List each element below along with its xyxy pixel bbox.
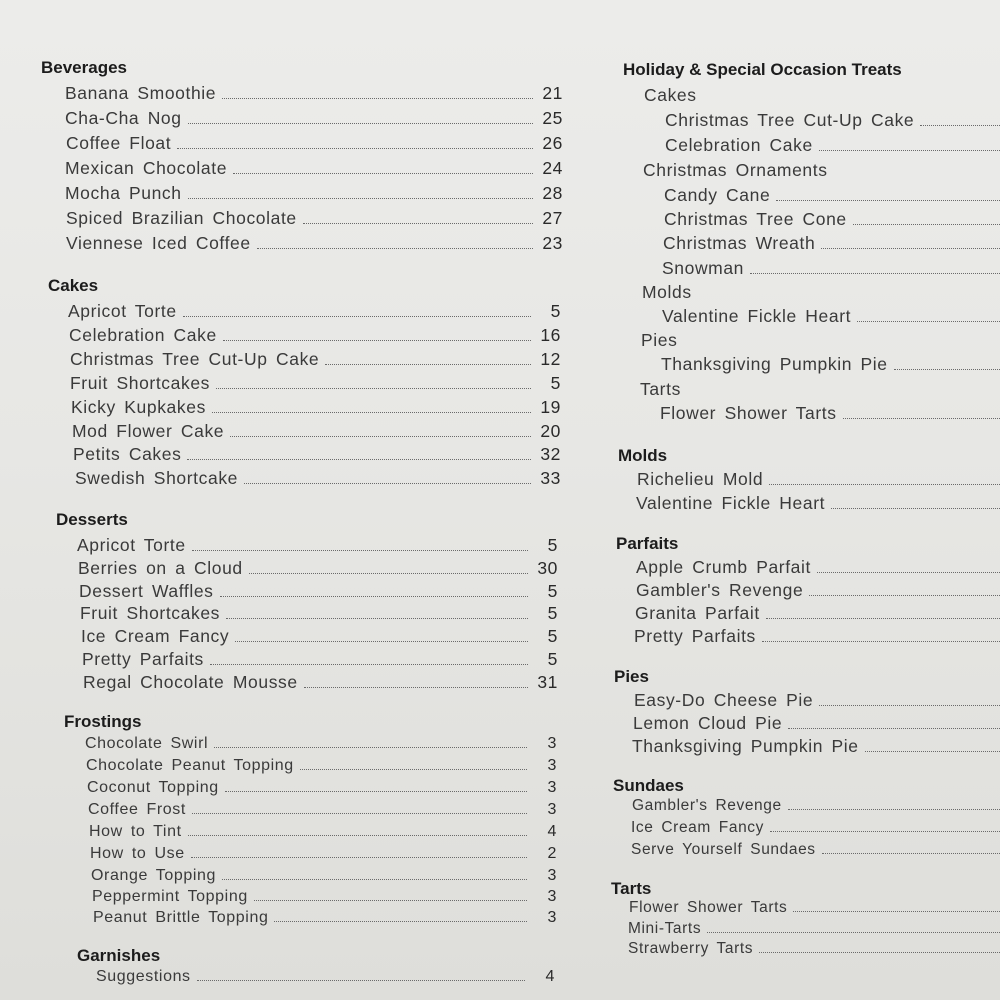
- entry-label: Suggestions: [96, 968, 191, 985]
- dot-leader: [220, 596, 528, 597]
- page-number: 25: [542, 108, 563, 128]
- index-entry[interactable]: [637, 469, 1000, 490]
- entry-label: Apple Crumb Parfait: [636, 557, 811, 577]
- index-entry[interactable]: [79, 581, 558, 602]
- page-number: 5: [547, 581, 558, 601]
- dot-leader: [233, 173, 533, 174]
- section-heading: Cakes: [48, 276, 99, 295]
- index-entry[interactable]: [85, 735, 557, 753]
- index-entry[interactable]: [663, 233, 1000, 254]
- dot-leader: [192, 813, 527, 814]
- index-entry[interactable]: [83, 672, 558, 693]
- entry-label: Coffee Frost: [88, 801, 186, 818]
- page-number: 3: [547, 909, 557, 926]
- entry-label: Celebration Cake: [69, 325, 217, 345]
- section-heading: Garnishes: [77, 946, 161, 965]
- index-entry[interactable]: [665, 135, 1000, 156]
- entry-label: Lemon Cloud Pie: [633, 713, 783, 733]
- index-entry[interactable]: [665, 110, 1000, 131]
- dot-leader: [770, 831, 1000, 832]
- page-number: 5: [550, 373, 561, 393]
- entry-label: Pies: [641, 330, 678, 350]
- page-number: 28: [542, 183, 563, 203]
- page-number: 3: [547, 735, 557, 752]
- page-number: 3: [547, 867, 557, 884]
- dot-leader: [769, 484, 1000, 485]
- entry-label: Snowman: [662, 258, 745, 278]
- entry-label: Coffee Float: [66, 133, 172, 153]
- dot-leader: [230, 436, 531, 437]
- dot-leader: [788, 728, 1000, 729]
- index-entry[interactable]: [634, 690, 1000, 711]
- index-entry[interactable]: [664, 209, 1000, 230]
- entry-label: Valentine Fickle Heart: [662, 306, 852, 326]
- section-heading: Pies: [614, 667, 649, 686]
- dot-leader: [187, 459, 531, 460]
- index-entry[interactable]: [660, 403, 1000, 424]
- index-entry[interactable]: [90, 845, 557, 863]
- index-entry[interactable]: [68, 301, 561, 322]
- subsection-heading: [643, 160, 1000, 181]
- entry-label: Apricot Torte: [68, 301, 177, 321]
- section-heading: Parfaits: [616, 534, 679, 553]
- page-number: 3: [547, 757, 557, 774]
- entry-label: Cha-Cha Nog: [65, 108, 182, 128]
- index-entry[interactable]: [632, 736, 1000, 757]
- index-entry[interactable]: [632, 797, 1000, 815]
- index-entry[interactable]: [66, 208, 563, 229]
- entry-label: Candy Cane: [664, 185, 771, 205]
- entry-label: Mini-Tarts: [628, 920, 702, 937]
- index-entry[interactable]: [65, 108, 563, 129]
- index-entry[interactable]: [636, 580, 1000, 601]
- subsection-heading: [644, 85, 1000, 106]
- dot-leader: [226, 618, 528, 619]
- dot-leader: [257, 248, 533, 249]
- dot-leader: [894, 369, 1000, 370]
- index-entry[interactable]: [628, 940, 1000, 958]
- index-entry[interactable]: [65, 183, 563, 204]
- entry-label: Easy-Do Cheese Pie: [634, 690, 814, 710]
- dot-leader: [809, 595, 1000, 596]
- index-entry[interactable]: [66, 133, 563, 154]
- index-entry[interactable]: [81, 626, 558, 647]
- dot-leader: [223, 340, 531, 341]
- dot-leader: [225, 791, 527, 792]
- dot-leader: [865, 751, 1000, 752]
- page-number: 3: [547, 888, 557, 905]
- index-entry[interactable]: [93, 909, 557, 927]
- subsection-heading: [640, 379, 1000, 400]
- index-entry[interactable]: [65, 158, 563, 179]
- entry-label: Gambler's Revenge: [636, 580, 804, 600]
- entry-label: Mexican Chocolate: [65, 158, 228, 178]
- dot-leader: [762, 641, 1000, 642]
- entry-label: Regal Chocolate Mousse: [83, 672, 298, 692]
- page-number: 26: [542, 133, 563, 153]
- index-entry[interactable]: [70, 373, 561, 394]
- dot-leader: [216, 388, 531, 389]
- dot-leader: [325, 364, 531, 365]
- index-entry[interactable]: [96, 968, 555, 986]
- index-entry[interactable]: [86, 757, 557, 775]
- entry-label: Orange Topping: [91, 867, 216, 884]
- index-entry[interactable]: [662, 306, 1000, 327]
- subsection-heading: [642, 282, 1000, 303]
- entry-label: Celebration Cake: [665, 135, 813, 155]
- page-number: 27: [542, 208, 563, 228]
- entry-label: Swedish Shortcake: [75, 468, 239, 488]
- entry-label: Valentine Fickle Heart: [636, 493, 826, 513]
- page-number: 21: [542, 83, 563, 103]
- entry-label: Pretty Parfaits: [634, 626, 756, 646]
- dot-leader: [750, 273, 1000, 274]
- dot-leader: [192, 550, 528, 551]
- entry-label: How to Use: [90, 845, 185, 862]
- dot-leader: [759, 952, 1000, 953]
- page-number: 30: [537, 558, 558, 578]
- index-entry[interactable]: [628, 920, 1000, 938]
- entry-label: Banana Smoothie: [65, 83, 217, 103]
- entry-label: Fruit Shortcakes: [80, 603, 221, 623]
- section-heading: Tarts: [611, 879, 652, 898]
- dot-leader: [191, 857, 527, 858]
- index-entry[interactable]: [80, 603, 558, 624]
- dot-leader: [304, 687, 528, 688]
- entry-label: Cakes: [644, 85, 697, 105]
- page-number: 16: [540, 325, 561, 345]
- entry-label: Petits Cakes: [73, 444, 182, 464]
- dot-leader: [817, 572, 1000, 573]
- page-number: 3: [547, 801, 557, 818]
- entry-label: Spiced Brazilian Chocolate: [66, 208, 297, 228]
- entry-label: Peanut Brittle Topping: [93, 909, 269, 926]
- page-number: 5: [547, 535, 558, 555]
- section-heading: Beverages: [41, 58, 128, 77]
- page-number: 5: [550, 301, 561, 321]
- dot-leader: [788, 809, 1000, 810]
- dot-leader: [177, 148, 533, 149]
- page-number: 31: [537, 672, 558, 692]
- entry-label: Flower Shower Tarts: [629, 899, 788, 916]
- dot-leader: [183, 316, 531, 317]
- entry-label: Apricot Torte: [77, 535, 186, 555]
- page-number: 32: [540, 444, 561, 464]
- entry-label: Granita Parfait: [635, 603, 760, 623]
- index-entry[interactable]: [87, 779, 557, 797]
- entry-label: Flower Shower Tarts: [660, 403, 837, 423]
- entry-label: Christmas Wreath: [663, 233, 816, 253]
- dot-leader: [254, 900, 527, 901]
- dot-leader: [707, 932, 1000, 933]
- index-entry[interactable]: [89, 823, 557, 841]
- index-entry[interactable]: [661, 354, 1000, 375]
- dot-leader: [300, 769, 527, 770]
- entry-label: Serve Yourself Sundaes: [631, 841, 816, 858]
- page-number: 19: [540, 397, 561, 417]
- page-number: 24: [542, 158, 563, 178]
- entry-label: Richelieu Mold: [637, 469, 764, 489]
- section-heading: Holiday & Special Occasion Treats: [623, 60, 902, 79]
- page-number: 33: [540, 468, 561, 488]
- dot-leader: [776, 200, 1000, 201]
- entry-label: Gambler's Revenge: [632, 797, 782, 814]
- page-number: 5: [547, 649, 558, 669]
- page-number: 20: [540, 421, 561, 441]
- entry-label: Mocha Punch: [65, 183, 182, 203]
- dot-leader: [793, 911, 1000, 912]
- dot-leader: [188, 198, 533, 199]
- index-entry[interactable]: [634, 626, 1000, 647]
- index-entry[interactable]: [71, 397, 561, 418]
- index-entry[interactable]: [664, 185, 1000, 206]
- dot-leader: [831, 508, 1000, 509]
- index-entry[interactable]: [75, 468, 561, 489]
- dot-leader: [222, 879, 527, 880]
- index-entry[interactable]: [82, 649, 558, 670]
- entry-label: How to Tint: [89, 823, 182, 840]
- dot-leader: [303, 223, 533, 224]
- subsection-heading: [641, 330, 1000, 351]
- index-entry[interactable]: [635, 603, 1000, 624]
- entry-label: Pretty Parfaits: [82, 649, 204, 669]
- entry-label: Coconut Topping: [87, 779, 219, 796]
- entry-label: Ice Cream Fancy: [631, 819, 765, 836]
- dot-leader: [212, 412, 531, 413]
- entry-label: Molds: [642, 282, 692, 302]
- index-entry[interactable]: [92, 888, 557, 906]
- page-number: 12: [540, 349, 561, 369]
- entry-label: Strawberry Tarts: [628, 940, 754, 957]
- index-entry[interactable]: [636, 493, 1000, 514]
- index-entry[interactable]: [78, 558, 558, 579]
- index-entry[interactable]: [91, 867, 557, 885]
- dot-leader: [843, 418, 1000, 419]
- entry-label: Chocolate Swirl: [85, 735, 209, 752]
- dot-leader: [210, 664, 528, 665]
- index-entry[interactable]: [633, 713, 1000, 734]
- entry-label: Thanksgiving Pumpkin Pie: [661, 354, 888, 374]
- entry-label: Berries on a Cloud: [78, 558, 243, 578]
- entry-label: Viennese Iced Coffee: [66, 233, 251, 253]
- index-entry[interactable]: [88, 801, 557, 819]
- page-number: 3: [547, 779, 557, 796]
- dot-leader: [819, 150, 1000, 151]
- dot-leader: [766, 618, 1000, 619]
- index-entry[interactable]: [636, 557, 1000, 578]
- entry-label: Christmas Ornaments: [643, 160, 828, 180]
- dot-leader: [274, 921, 527, 922]
- index-entry[interactable]: [629, 899, 1000, 917]
- index-entry[interactable]: [69, 325, 561, 346]
- entry-label: Mod Flower Cake: [72, 421, 225, 441]
- dot-leader: [244, 483, 531, 484]
- index-entry[interactable]: [70, 349, 561, 370]
- entry-label: Peppermint Topping: [92, 888, 248, 905]
- dot-leader: [857, 321, 1000, 322]
- index-entry[interactable]: [72, 421, 561, 442]
- section-heading: Sundaes: [613, 776, 684, 795]
- entry-label: Dessert Waffles: [79, 581, 214, 601]
- dot-leader: [249, 573, 528, 574]
- index-entry[interactable]: [631, 841, 1000, 859]
- page-number: 4: [547, 823, 557, 840]
- page-number: 5: [547, 603, 558, 623]
- dot-leader: [853, 224, 1000, 225]
- page-number: 4: [545, 968, 555, 985]
- entry-label: Christmas Tree Cut-Up Cake: [665, 110, 915, 130]
- dot-leader: [188, 835, 527, 836]
- entry-label: Christmas Tree Cut-Up Cake: [70, 349, 320, 369]
- index-entry[interactable]: [65, 83, 563, 104]
- dot-leader: [222, 98, 533, 99]
- dot-leader: [214, 747, 527, 748]
- section-heading: Molds: [618, 446, 668, 465]
- index-entry[interactable]: [66, 233, 563, 254]
- entry-label: Christmas Tree Cone: [664, 209, 847, 229]
- dot-leader: [188, 123, 533, 124]
- entry-label: Fruit Shortcakes: [70, 373, 211, 393]
- entry-label: Tarts: [640, 379, 681, 399]
- dot-leader: [822, 853, 1000, 854]
- index-entry[interactable]: [77, 535, 558, 556]
- dot-leader: [819, 705, 1000, 706]
- index-entry[interactable]: [73, 444, 561, 465]
- entry-label: Ice Cream Fancy: [81, 626, 230, 646]
- dot-leader: [235, 641, 528, 642]
- dot-leader: [920, 125, 1000, 126]
- dot-leader: [197, 980, 525, 981]
- page-number: 23: [542, 233, 563, 253]
- entry-label: Thanksgiving Pumpkin Pie: [632, 736, 859, 756]
- entry-label: Kicky Kupkakes: [71, 397, 206, 417]
- section-heading: Frostings: [64, 712, 142, 731]
- page-number: 2: [547, 845, 557, 862]
- page-number: 5: [547, 626, 558, 646]
- section-heading: Desserts: [56, 510, 128, 529]
- entry-label: Chocolate Peanut Topping: [86, 757, 294, 774]
- index-entry[interactable]: [631, 819, 1000, 837]
- dot-leader: [821, 248, 1000, 249]
- index-entry[interactable]: [662, 258, 1000, 279]
